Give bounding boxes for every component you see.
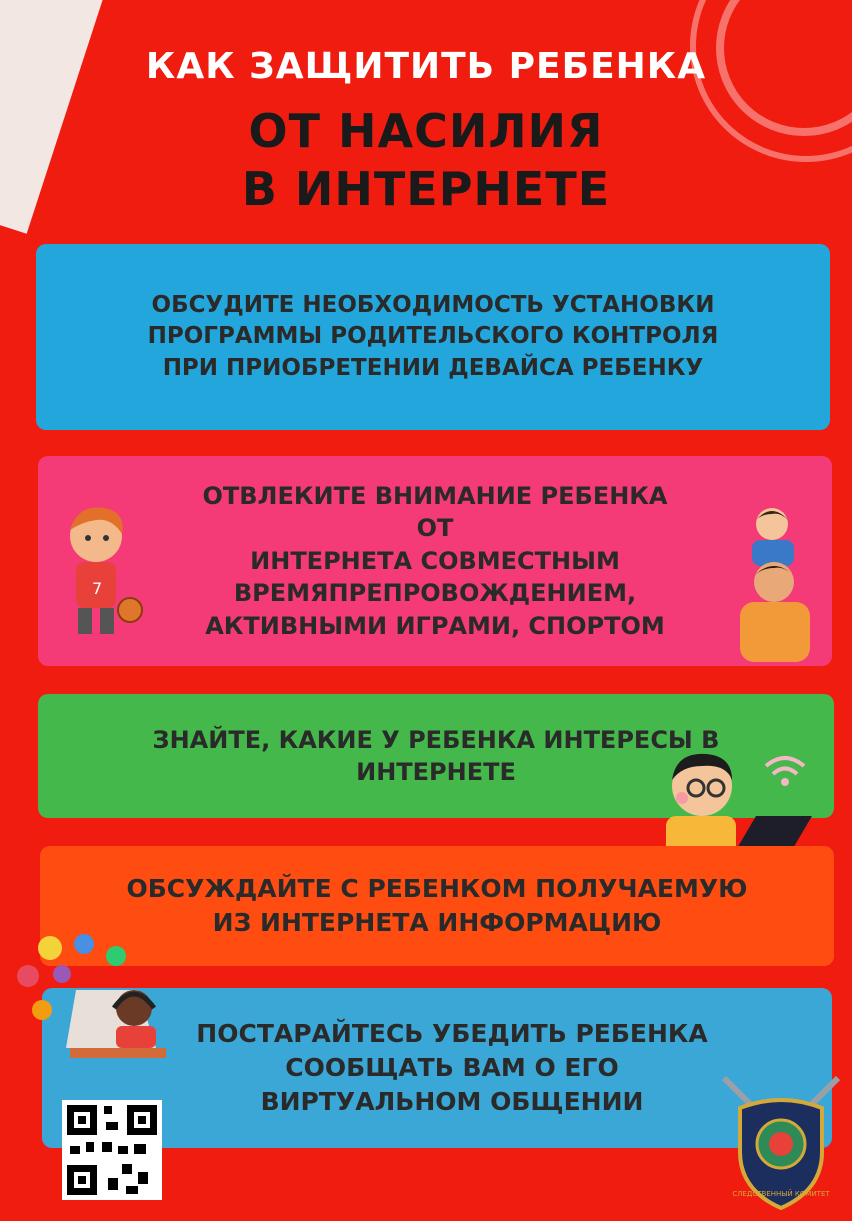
title-line-2: ОТ НАСИЛИЯ	[248, 104, 604, 158]
title-line-1: КАК ЗАЩИТИТЬ РЕБЕНКА	[145, 46, 707, 87]
title-line-3: В ИНТЕРНЕТЕ	[241, 162, 611, 216]
emblem-text: СЛЕДСТВЕННЫЙ КОМИТЕТ	[732, 1190, 830, 1198]
social-media-icons	[6, 930, 166, 1070]
tip-line: ОБСУДИТЕ НЕОБХОДИМОСТЬ УСТАНОВКИ	[151, 292, 715, 319]
tip-text	[148, 290, 719, 383]
emblem-icon	[716, 1072, 846, 1212]
tip-line: ПРИ ПРИОБРЕТЕНИИ ДЕВАЙСА РЕБЕНКУ	[162, 354, 704, 381]
tip-line: ИНТЕРНЕТА СОВМЕСТНЫМ	[250, 546, 620, 575]
tip-line: ОТВЛЕКИТЕ ВНИМАНИЕ РЕБЕНКА ОТ	[202, 482, 668, 543]
tip-line: АКТИВНЫМИ ИГРАМИ, СПОРТОМ	[205, 611, 665, 640]
tip-line: ИНТЕРНЕТЕ	[356, 758, 516, 786]
tip-line: ОБСУЖДАЙТЕ С РЕБЕНКОМ ПОЛУЧАЕМУЮ	[126, 874, 748, 904]
tip-line: СООБЩАТЬ ВАМ О ЕГО	[285, 1053, 619, 1083]
tip-line: ВРЕМЯПРЕПРОВОЖДЕНИЕМ,	[233, 579, 637, 608]
tip-text	[198, 480, 672, 642]
tip-card-1	[36, 244, 830, 430]
tip-line: ПОСТАРАЙТЕСЬ УБЕДИТЬ РЕБЕНКА	[196, 1019, 708, 1049]
basketball-kid-illustration	[48, 500, 158, 650]
qr-code	[62, 1100, 162, 1200]
tip-text	[126, 872, 747, 940]
svg-text:7: 7	[92, 579, 103, 598]
tip-line: ЗНАЙТЕ, КАКИЕ У РЕБЕНКА ИНТЕРЕСЫ В	[152, 725, 720, 754]
tip-text	[153, 724, 720, 789]
wifi-icon	[762, 752, 808, 790]
tip-line: ВИРТУАЛЬНОМ ОБЩЕНИИ	[260, 1086, 644, 1116]
tip-line: ИЗ ИНТЕРНЕТА ИНФОРМАЦИЮ	[212, 908, 662, 937]
parent-child-illustration	[722, 504, 832, 664]
tip-line: ПРОГРАММЫ РОДИТЕЛЬСКОГО КОНТРОЛЯ	[147, 323, 719, 350]
tip-text	[196, 1017, 707, 1118]
